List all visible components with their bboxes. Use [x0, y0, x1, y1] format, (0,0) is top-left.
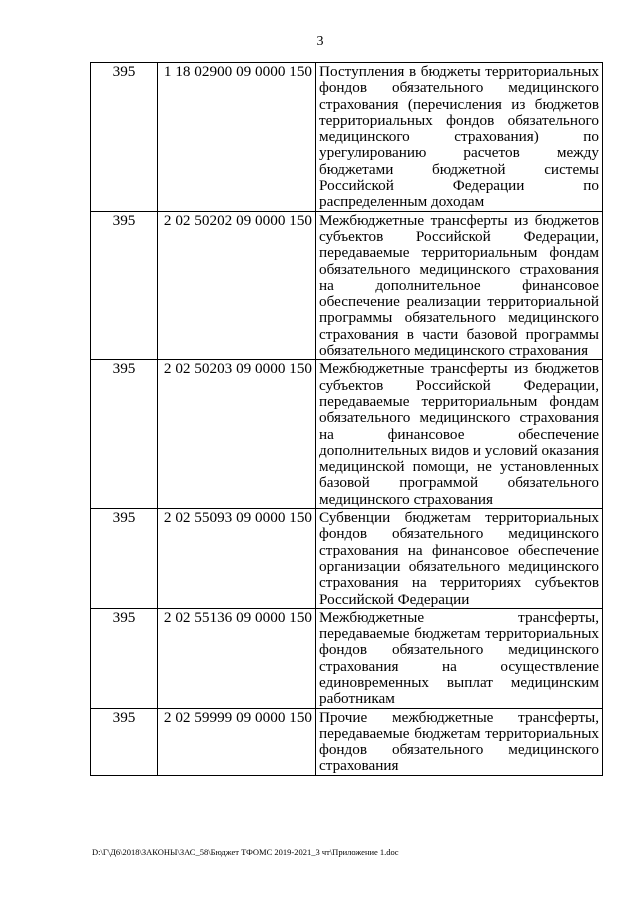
revenue-name-cell: Прочие межбюджетные трансферты, передаваемые бюджетам территориальных фондов обязательного медицинского страхования	[316, 708, 603, 775]
budget-revenue-table	[90, 62, 603, 776]
revenue-name-cell: Межбюджетные трансферты, передаваемые бюджетам территориальных фондов обязательного медицинского страхования на осуществление единовременных выплат медицинским работникам	[316, 608, 603, 708]
administrator-code-cell: 395	[91, 708, 158, 775]
revenue-name-cell: Межбюджетные трансферты из бюджетов субъектов Российской Федерации, передаваемые территориальным фондам обязательного медицинского страхования на дополнительное финансовое обеспечение реализации территориальной программы обязательного медицинского страхования в части базовой программы обязательного медицинского страхования	[316, 211, 603, 360]
administrator-code-cell: 395	[91, 211, 158, 360]
revenue-code-cell: 2 02 55136 09 0000 150	[158, 608, 316, 708]
administrator-code-cell: 395	[91, 509, 158, 609]
table-row	[91, 211, 603, 360]
administrator-code-cell: 395	[91, 360, 158, 509]
document-file-path: D:\Г\Д6\2018\ЗАКОНЫ\ЗАС_58\Бюджет ТФОМС 2019-2021_3 чт\Приложение 1.doc	[92, 847, 399, 857]
revenue-code-cell: 1 18 02900 09 0000 150	[158, 63, 316, 212]
table-row	[91, 360, 603, 509]
revenue-code-cell: 2 02 55093 09 0000 150	[158, 509, 316, 609]
revenue-code-cell: 2 02 59999 09 0000 150	[158, 708, 316, 775]
page-number: 3	[316, 34, 324, 49]
table-row	[91, 708, 603, 775]
administrator-code-cell: 395	[91, 63, 158, 212]
table-row	[91, 608, 603, 708]
revenue-code-cell: 2 02 50203 09 0000 150	[158, 360, 316, 509]
revenue-code-cell: 2 02 50202 09 0000 150	[158, 211, 316, 360]
administrator-code-cell: 395	[91, 608, 158, 708]
table-row	[91, 509, 603, 609]
revenue-name-cell: Поступления в бюджеты территориальных фондов обязательного медицинского страхования (перечисления из бюджетов территориальных фондов обязательного медицинского страхования) по урегулированию расчетов между бюджетами бюджетной системы Российской Федерации по распределенным доходам	[316, 63, 603, 212]
revenue-name-cell: Субвенции бюджетам территориальных фондов обязательного медицинского страхования на финансовое обеспечение организации обязательного медицинского страхования на территориях субъектов Российской Федерации	[316, 509, 603, 609]
table-row	[91, 63, 603, 212]
revenue-name-cell: Межбюджетные трансферты из бюджетов субъектов Российской Федерации, передаваемые территориальным фондам обязательного медицинского страхования на финансовое обеспечение дополнительных видов и условий оказания медицинской помощи, не установленных базовой программой обязательного медицинского страхования	[316, 360, 603, 509]
